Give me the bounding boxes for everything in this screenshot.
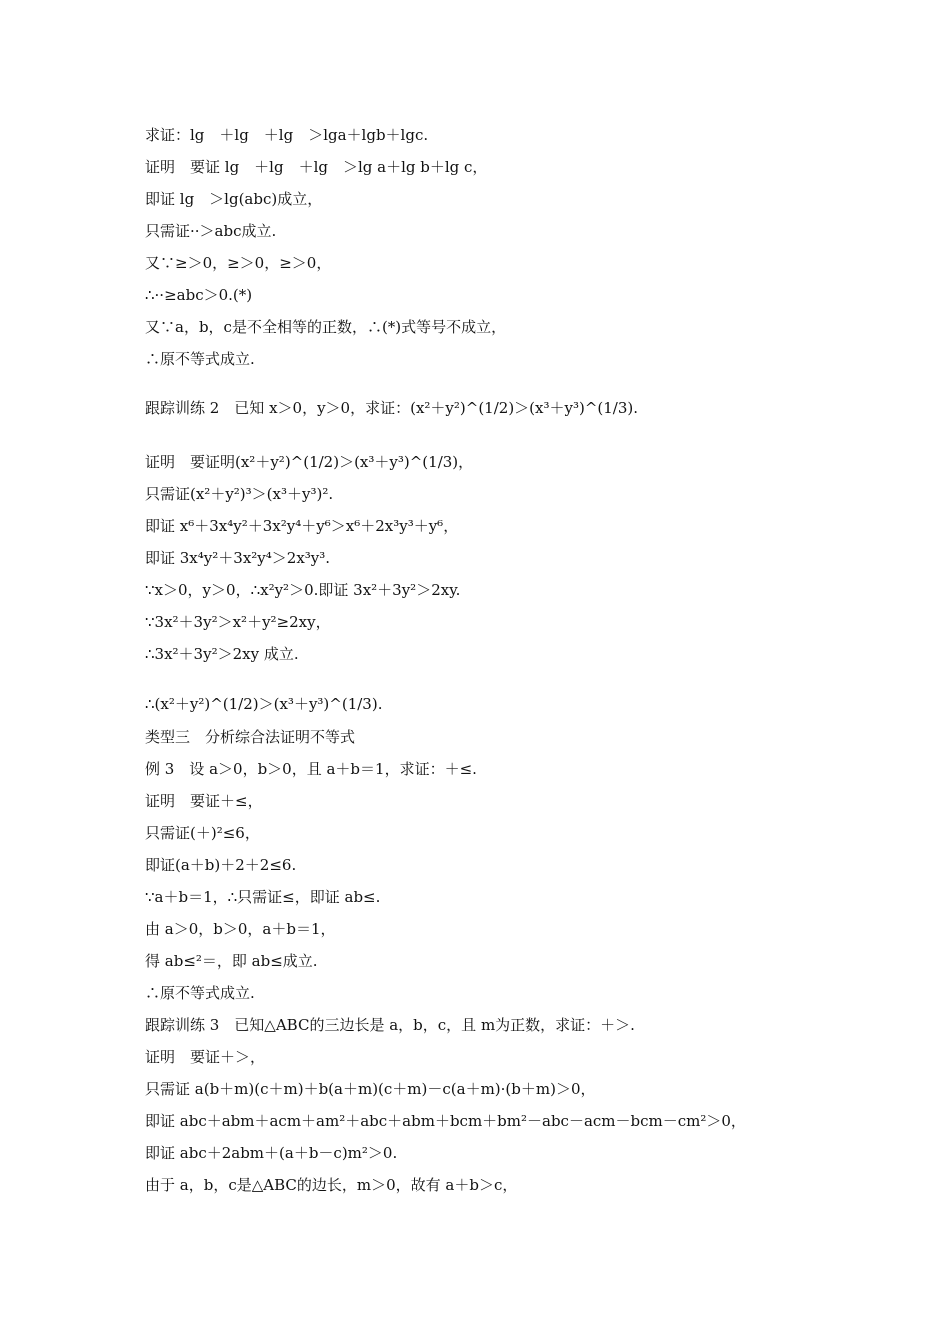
text-line: 即证 abc＋2abm＋(a＋b－c)m²＞0. (145, 1144, 398, 1162)
text-line: 得 ab≤²＝，即 ab≤成立. (145, 952, 318, 970)
text-line: ∴原不等式成立. (145, 350, 255, 368)
text-line: 即证 x⁶＋3x⁴y²＋3x²y⁴＋y⁶＞x⁶＋2x³y³＋y⁶， (145, 517, 459, 535)
section-heading: 类型三 分析综合法证明不等式 (145, 728, 356, 746)
text-line: ∵3x²＋3y²＞x²＋y²≥2xy， (145, 613, 331, 631)
text-line: 由 a＞0，b＞0，a＋b＝1， (145, 920, 336, 938)
text-line: 即证 abc＋abm＋acm＋am²＋abc＋abm＋bcm＋bm²－abc－acm－bcm－cm²＞0， (145, 1112, 746, 1130)
text-line: 跟踪训练 3 已知△ABC的三边长是 a，b，c，且 m为正数，求证：＋＞. (145, 1016, 635, 1034)
text-line: ∴原不等式成立. (145, 984, 255, 1002)
text-line: 只需证··＞abc成立. (145, 222, 277, 240)
text-line: ∵x＞0，y＞0，∴x²y²＞0.即证 3x²＋3y²＞2xy. (145, 581, 461, 599)
text-line: 只需证(＋)²≤6， (145, 824, 260, 842)
text-line: ∴··≥abc＞0.(*) (145, 286, 253, 304)
text-line: 即证(a＋b)＋2＋2≤6. (145, 856, 297, 874)
text-line: 证明 要证明(x²＋y²)^(1/2)＞(x³＋y³)^(1/3)， (145, 453, 474, 471)
text-line: 只需证 a(b＋m)(c＋m)＋b(a＋m)(c＋m)－c(a＋m)·(b＋m)＞0， (145, 1080, 596, 1098)
text-line: ∴3x²＋3y²＞2xy 成立. (145, 645, 299, 663)
text-line: 证明 要证＋＞， (145, 1048, 266, 1066)
text-line: 又∵≥＞0，≥＞0，≥＞0， (145, 254, 332, 272)
text-line: 又∵a，b，c是不全相等的正数，∴(*)式等号不成立， (145, 318, 507, 336)
text-line: 即证 lg ＞lg(abc)成立， (145, 190, 323, 208)
text-line: ∵a＋b＝1，∴只需证≤，即证 ab≤. (145, 888, 381, 906)
text-line: 证明 要证＋≤， (145, 792, 263, 810)
text-line: ∴(x²＋y²)^(1/2)＞(x³＋y³)^(1/3). (145, 695, 383, 713)
text-line: 例 3 设 a＞0，b＞0，且 a＋b＝1，求证：＋≤. (145, 760, 477, 778)
text-line: 只需证(x²＋y²)³＞(x³＋y³)². (145, 485, 334, 503)
text-line: 即证 3x⁴y²＋3x²y⁴＞2x³y³. (145, 549, 331, 567)
text-line: 求证：lg ＋lg ＋lg ＞lga＋lgb＋lgc. (145, 126, 429, 144)
text-line: 证明 要证 lg ＋lg ＋lg ＞lg a＋lg b＋lg c， (145, 158, 488, 176)
text-line: 由于 a，b，c是△ABC的边长，m＞0，故有 a＋b＞c， (145, 1176, 518, 1194)
text-line: 跟踪训练 2 已知 x＞0，y＞0，求证：(x²＋y²)^(1/2)＞(x³＋y³)^(1/3). (145, 399, 639, 417)
